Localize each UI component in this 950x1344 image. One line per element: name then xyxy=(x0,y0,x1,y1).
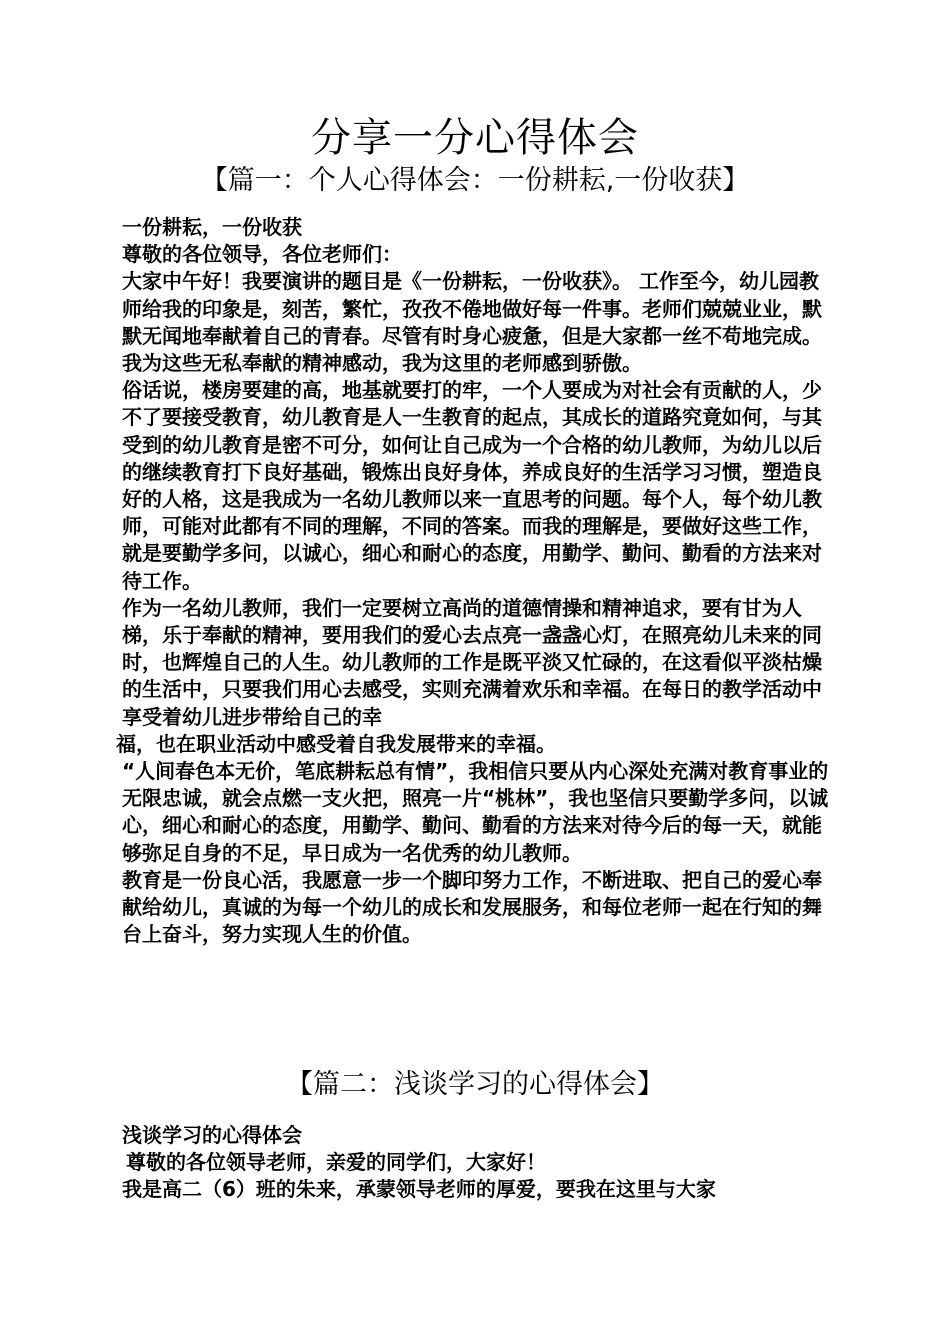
paragraph: “人间春色本无价，笔底耕耘总有情”，我相信只要从内心深处充满对教育事业的无限忠诚，就会点燃一支火把，照亮一片“桃林”，我也坚信只要勤学多问，以诚心，细心和耐心的态度，用勤学、勤问、勤看的方法来对待今后的每一天，就能够弥足自身的不足，早日成为一名优秀的幼儿教师。 xyxy=(122,759,829,865)
paragraph-salutation: 尊敬的各位领导，各位老师们： xyxy=(122,242,402,267)
paragraph: 我是高二（6）班的朱来，承蒙领导老师的厚爱，要我在这里与大家 xyxy=(122,1177,716,1202)
paragraph: 福，也在职业活动中感受着自我发展带来的幸福。 xyxy=(116,731,556,756)
paragraph: 大家中午好！我要演讲的题目是《一份耕耘，一份收获》。 工作至今，幼儿园教师给我的印象是，刻苦，繁忙，孜孜不倦地做好每一件事。老师们兢兢业业，默默无闻地奉献着自己的青春。尽管有时身心疲惫，但是大家都一丝不苟地完成。我为这些无私奉献的精神感动，我为这里的老师感到骄傲。 xyxy=(122,269,822,376)
paragraph-subtitle: 浅谈学习的心得体会 xyxy=(122,1123,302,1147)
section-heading-1: 【篇一：个人心得体会：一份耕耘,一份收获】 xyxy=(200,165,750,196)
paragraph: 作为一名幼儿教师，我们一定要树立高尚的道德情操和精神追求，要有甘为人梯，乐于奉献的精神，要用我们的爱心去点亮一盏盏心灯，在照亮幼儿未来的同时，也辉煌自己的人生。幼儿教师的工作是既平淡又忙碌的，在这看似平淡枯燥的生活中，只要我们用心去感受，实则充满着欢乐和幸福。在每日的教学活动中享受着幼儿进步带给自己的幸 xyxy=(122,595,822,729)
paragraph-subtitle: 一份耕耘，一份收获 xyxy=(122,215,302,239)
section-2-body xyxy=(116,1122,838,1204)
document-title: 分享一分心得体会 xyxy=(311,115,639,161)
section-1-body xyxy=(116,214,838,948)
paragraph-salutation: 尊敬的各位领导老师，亲爱的同学们，大家好！ xyxy=(126,1150,546,1175)
paragraph: 俗话说，楼房要建的高，地基就要打的牢，一个人要成为对社会有贡献的人，少不了要接受教育，幼儿教育是人一生教育的起点，其成长的道路究竟如何，与其受到的幼儿教育是密不可分，如何让自己成为一个合格的幼儿教师，为幼儿以后的继续教育打下良好基础，锻炼出良好身体，养成良好的生活学习习惯，塑造良好的人格，这是我成为一名幼儿教师以来一直思考的问题。每个人，每个幼儿教师，可能对此都有不同的理解，不同的答案。而我的理解是，要做好这些工作，就是要勤学多问，以诚心，细心和耐心的态度，用勤学、勤问、勤看的方法来对待工作。 xyxy=(122,378,822,593)
section-heading-2: 【篇二：浅谈学习的心得体会】 xyxy=(286,1069,664,1100)
paragraph: 教育是一份良心活，我愿意一步一个脚印努力工作，不断进取、把自己的爱心奉献给幼儿，真诚的为每一个幼儿的成长和发展服务，和每位老师一起在行知的舞台上奋斗，努力实现人生的价值。 xyxy=(122,867,822,947)
